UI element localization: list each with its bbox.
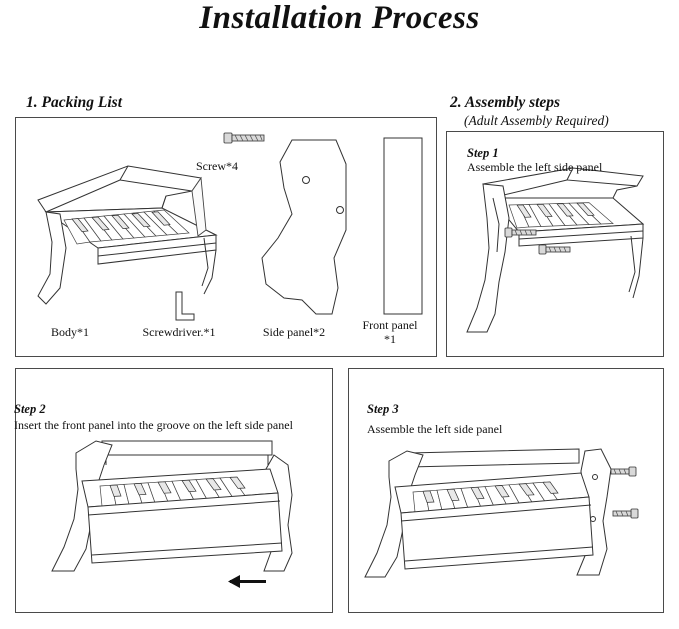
screw-insert-4 bbox=[613, 509, 638, 518]
step-3-description: Assemble the left side panel bbox=[367, 422, 503, 436]
front-panel-drawing bbox=[384, 138, 422, 314]
step-2-description: Insert the front panel into the groove on the left side panel bbox=[14, 418, 293, 432]
step-2-panel bbox=[15, 368, 333, 613]
insert-direction-arrow bbox=[228, 575, 266, 588]
piano-body-drawing bbox=[38, 166, 216, 304]
part-label-screw: Screw*4 bbox=[196, 159, 238, 173]
step-1-description: Assemble the left side panel bbox=[467, 160, 603, 174]
step-1-title: Step 1 bbox=[467, 146, 499, 160]
part-label-side-panel: Side panel*2 bbox=[262, 325, 326, 339]
side-panel-drawing bbox=[262, 140, 346, 314]
screw-insert-3 bbox=[611, 467, 636, 476]
step-2-illustration bbox=[16, 369, 332, 612]
assembly-steps-note: (Adult Assembly Required) bbox=[464, 113, 609, 128]
step-3-title: Step 3 bbox=[367, 402, 399, 416]
part-label-front-panel: Front panel *1 bbox=[362, 318, 418, 346]
part-label-screwdriver: Screwdriver.*1 bbox=[142, 325, 216, 339]
screw-insert-2 bbox=[539, 245, 570, 254]
screw-drawing bbox=[224, 133, 264, 143]
packing-list-heading: 1. Packing List bbox=[26, 94, 123, 111]
part-label-body: Body*1 bbox=[50, 325, 89, 339]
assembly-steps-heading: 2. Assembly steps bbox=[450, 94, 561, 111]
page-title: Installation Process bbox=[199, 0, 480, 36]
step-2-title: Step 2 bbox=[14, 402, 46, 416]
screwdriver-drawing bbox=[176, 292, 194, 356]
